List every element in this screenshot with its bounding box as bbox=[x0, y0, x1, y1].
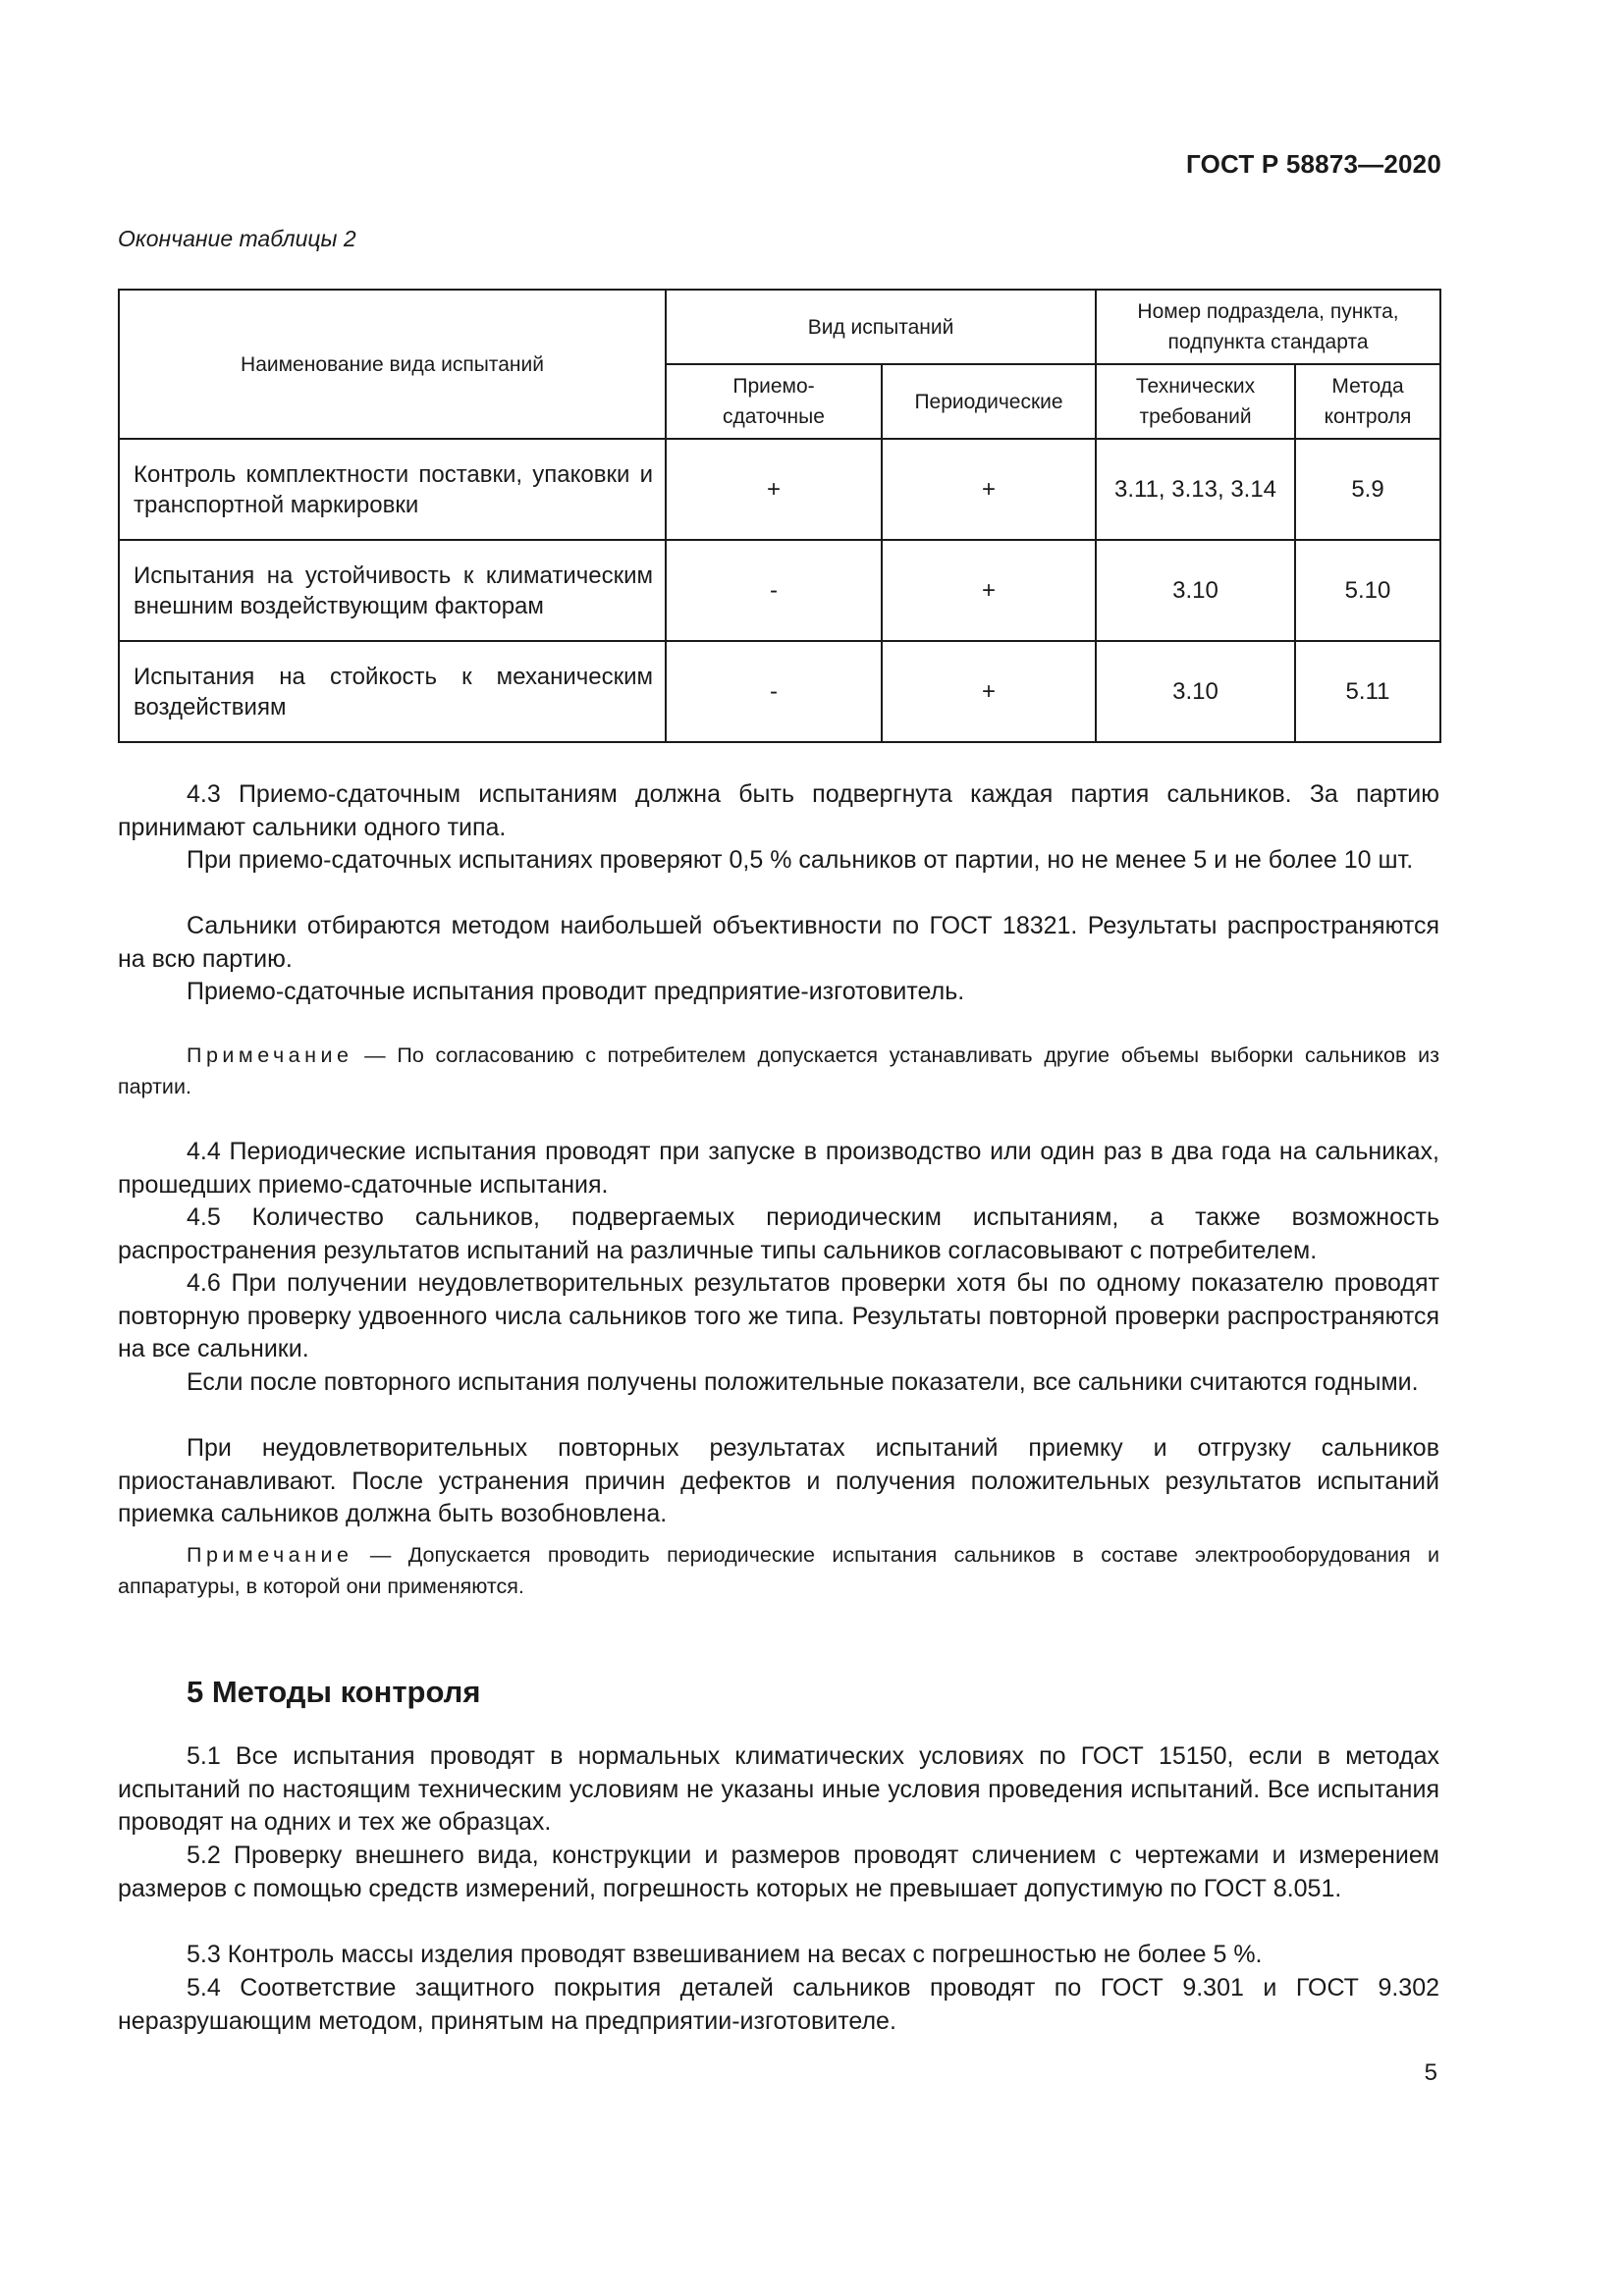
paragraph-4-6-c: При неудовлетворительных повторных результатах испытаний приемку и отгрузку сальников приостанавливают. После устранения причин дефектов и получения положительных результатов испытаний приемка сальников должна быть возобновлена. bbox=[118, 1434, 1439, 1527]
paragraph-4-3-b: При приемо-сдаточных испытаниях проверяют 0,5 % сальников от партии, но не менее 5 и не более 10 шт. bbox=[187, 846, 1414, 874]
cell-test-name: Контроль комплектности поставки, упаковки и транспортной маркировки bbox=[119, 439, 666, 540]
header-ref-line2: подпункта стандарта bbox=[1167, 331, 1369, 353]
header-tech bbox=[1096, 364, 1295, 439]
header-test-type: Вид испытаний bbox=[666, 290, 1096, 364]
page-number: 5 bbox=[1424, 2059, 1437, 2086]
paragraph-5-2: 5.2 Проверку внешнего вида, конструкции и размеров проводят сличением с чертежами и измерением размеров с помощью средств измерений, погрешность которых не превышает допустимую по ГОСТ 8.051. bbox=[118, 1842, 1439, 1902]
cell-tech: 3.10 bbox=[1096, 540, 1295, 641]
header-ref bbox=[1096, 290, 1440, 364]
table-row bbox=[119, 641, 1440, 742]
table-header-row-1 bbox=[119, 290, 1440, 364]
paragraph-4-3-d: Приемо-сдаточные испытания проводит предприятие-изготовитель. bbox=[187, 978, 965, 1005]
note-label: Примечание bbox=[187, 1043, 353, 1067]
paragraph-4-6: 4.6 При получении неудовлетворительных результатов проверки хотя бы по одному показателю проводят повторную проверку удвоенного числа сальников того же типа. Результаты повторной проверки распространяются на все сальники. bbox=[118, 1269, 1439, 1362]
cell-test-name: Испытания на устойчивость к климатическим внешним воздействующим факторам bbox=[119, 540, 666, 641]
table-row bbox=[119, 540, 1440, 641]
header-method-line1: Метода bbox=[1331, 375, 1404, 398]
paragraph-5-4: 5.4 Соответствие защитного покрытия деталей сальников проводят по ГОСТ 9.301 и ГОСТ 9.302 неразрушающим методом, принятым на предприятии-изготовителе. bbox=[118, 1974, 1439, 2035]
cell-acceptance: - bbox=[666, 641, 882, 742]
table-caption: Окончание таблицы 2 bbox=[118, 226, 356, 251]
header-acceptance bbox=[666, 364, 882, 439]
header-tech-line1: Технических bbox=[1135, 375, 1256, 398]
cell-periodic: + bbox=[882, 540, 1096, 641]
cell-periodic: + bbox=[882, 641, 1096, 742]
paragraph-4-3: 4.3 Приемо-сдаточным испытаниям должна быть подвергнута каждая партия сальников. За партию принимают сальники одного типа. bbox=[118, 780, 1439, 841]
paragraph-4-3-c: Сальники отбираются методом наибольшей объективности по ГОСТ 18321. Результаты распространяются на всю партию. bbox=[118, 912, 1439, 973]
document-code: ГОСТ Р 58873—2020 bbox=[1186, 149, 1441, 179]
table-2 bbox=[118, 289, 1441, 743]
cell-tech: 3.10 bbox=[1096, 641, 1295, 742]
cell-periodic: + bbox=[882, 439, 1096, 540]
paragraph-4-5: 4.5 Количество сальников, подвергаемых периодическим испытаниям, а также возможность распространения результатов испытаний на различные типы сальников согласовывают с потребителем. bbox=[118, 1203, 1439, 1264]
paragraph-5-3: 5.3 Контроль массы изделия проводят взвешиванием на весах с погрешностью не более 5 %. bbox=[187, 1941, 1263, 1968]
cell-method: 5.10 bbox=[1295, 540, 1440, 641]
note-1: Примечание — По согласованию с потребителем допускается устанавливать другие объемы выборки сальников из партии. bbox=[118, 1043, 1439, 1098]
cell-acceptance: + bbox=[666, 439, 882, 540]
note-label: Примечание bbox=[187, 1543, 353, 1567]
cell-acceptance: - bbox=[666, 540, 882, 641]
header-method bbox=[1295, 364, 1440, 439]
section-5-title: 5 Методы контроля bbox=[187, 1675, 481, 1709]
cell-method: 5.9 bbox=[1295, 439, 1440, 540]
cell-method: 5.11 bbox=[1295, 641, 1440, 742]
header-ref-line1: Номер подраздела, пункта, bbox=[1137, 300, 1399, 323]
cell-test-name: Испытания на стойкость к механическим воздействиям bbox=[119, 641, 666, 742]
table-row bbox=[119, 439, 1440, 540]
note-2: Примечание — Допускается проводить периодические испытания сальников в составе электрооборудования и аппаратуры, в которой они применяются. bbox=[118, 1543, 1439, 1598]
cell-tech: 3.11, 3.13, 3.14 bbox=[1096, 439, 1295, 540]
header-test-name: Наименование вида испытаний bbox=[119, 290, 666, 439]
header-acceptance-line2: сдаточные bbox=[723, 405, 825, 428]
header-periodic: Периодические bbox=[882, 364, 1096, 439]
paragraph-4-4: 4.4 Периодические испытания проводят при запуске в производство или один раз в два года на сальниках, прошедших приемо-сдаточные испытания. bbox=[118, 1138, 1439, 1199]
header-acceptance-line1: Приемо- bbox=[732, 375, 815, 398]
header-tech-line2: требований bbox=[1139, 405, 1252, 428]
header-method-line2: контроля bbox=[1324, 405, 1412, 428]
paragraph-5-1: 5.1 Все испытания проводят в нормальных климатических условиях по ГОСТ 15150, если в методах испытаний по настоящим техническим условиям не указаны иные условия проведения испытаний. Все испытания проводят на одних и тех же образцах. bbox=[118, 1742, 1439, 1836]
paragraph-4-6-b: Если после повторного испытания получены положительные показатели, все сальники считаются годными. bbox=[187, 1368, 1419, 1396]
